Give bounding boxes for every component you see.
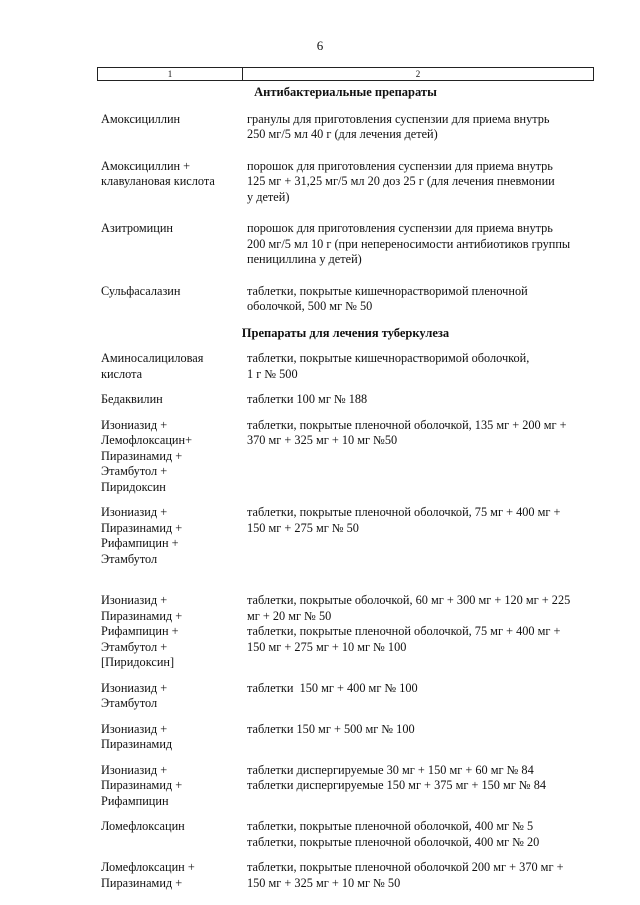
- drug-form-line: 150 мг + 275 мг № 50: [247, 520, 359, 535]
- drug-name-line: Изониазид +: [101, 417, 168, 432]
- drug-row: [97, 593, 594, 671]
- drug-form: [247, 284, 594, 315]
- drug-name-line: Аминосалициловая: [101, 351, 204, 365]
- drug-name: [97, 159, 247, 206]
- drug-form-line: порошок для приготовления суспензии для приема внутрь: [247, 158, 553, 173]
- drug-name-line: [Пиридоксин]: [101, 655, 175, 669]
- drug-form: [247, 221, 594, 268]
- drug-form-line: таблетки 150 мг + 400 мг № 100: [247, 680, 418, 695]
- drug-name-line: Ломефлоксацин: [101, 819, 185, 833]
- drug-name-line: Пиразинамид +: [101, 608, 183, 623]
- drug-name-line: Пиразинамид +: [101, 875, 183, 890]
- drug-form-line: таблетки, покрытые кишечнорастворимой пленочной: [247, 283, 528, 298]
- drug-name-line: Азитромицин: [101, 221, 174, 235]
- section-title: Препараты для лечения туберкулеза: [241, 325, 450, 340]
- drug-row: [97, 351, 594, 382]
- drug-name: [97, 763, 247, 810]
- drug-name-line: клавулановая кислота: [101, 174, 215, 188]
- drug-form-line: 200 мг/5 мл 10 г (при непереносимости антибиотиков группы: [247, 236, 571, 251]
- drug-form-line: таблетки, покрытые пленочной оболочкой, 400 мг № 5: [247, 819, 534, 833]
- drug-form: [247, 505, 594, 567]
- drug-name-line: Лемофлоксацин+: [101, 433, 193, 447]
- drug-name: [97, 221, 247, 268]
- drug-name-line: Пиразинамид +: [101, 778, 183, 792]
- drug-form: [247, 819, 594, 850]
- drug-name: [97, 593, 247, 671]
- drug-name: [97, 284, 247, 315]
- drug-row: [97, 112, 594, 143]
- drug-form-line: мг + 20 мг № 50: [247, 608, 332, 623]
- drug-form-line: таблетки, покрытые пленочной оболочкой 200 мг + 370 мг +: [247, 860, 564, 874]
- drug-form-line: таблетки 150 мг + 500 мг № 100: [247, 721, 415, 736]
- drug-form: [247, 860, 594, 891]
- drug-name-line: Сульфасалазин: [101, 283, 181, 298]
- drug-row: [97, 418, 594, 496]
- drug-name: [97, 722, 247, 753]
- drug-form-line: 1 г № 500: [247, 366, 298, 381]
- drug-name: [97, 681, 247, 712]
- drug-form: [247, 392, 594, 408]
- drug-form-line: 125 мг + 31,25 мг/5 мл 20 доз 25 г (для лечения пневмонии: [247, 174, 555, 188]
- drug-name-line: Этамбутол: [101, 696, 158, 710]
- drug-row: [97, 159, 594, 206]
- drug-name-line: Изониазид +: [101, 505, 168, 519]
- drug-name-line: Амоксициллин +: [101, 158, 191, 173]
- drug-form: [247, 351, 594, 382]
- drug-form: [247, 159, 594, 206]
- drug-form-line: таблетки диспергируемые 30 мг + 150 мг + 60 мг № 84: [247, 762, 534, 777]
- drug-form-line: таблетки, покрытые оболочкой, 60 мг + 300 мг + 120 мг + 225: [247, 593, 571, 607]
- drug-form-line: таблетки диспергируемые 150 мг + 375 мг + 150 мг № 84: [247, 778, 547, 792]
- column-number-1: 1: [98, 68, 243, 80]
- drug-form: [247, 593, 594, 671]
- column-number-2: 2: [415, 69, 421, 79]
- drug-form-line: пенициллина у детей): [247, 252, 362, 266]
- drug-form-line: таблетки, покрытые пленочной оболочкой, 400 мг № 20: [247, 834, 540, 849]
- drug-name-line: Рифампицин +: [101, 536, 179, 550]
- drug-name-line: кислота: [101, 366, 143, 381]
- drug-name-line: Пиридоксин: [101, 479, 166, 494]
- drug-name-line: Изониазид +: [101, 762, 168, 777]
- drug-form-line: у детей): [247, 189, 290, 204]
- drug-name-line: Пиразинамид +: [101, 448, 183, 463]
- drug-name-line: Этамбутол +: [101, 464, 168, 478]
- drug-name-line: Ломефлоксацин +: [101, 860, 195, 874]
- drug-name-line: Бедаквилин: [101, 392, 163, 406]
- drug-form-line: оболочкой, 500 мг № 50: [247, 299, 373, 313]
- drug-name: [97, 505, 247, 567]
- drug-row: [97, 505, 594, 567]
- drug-name-line: Этамбутол +: [101, 639, 168, 654]
- drug-name: [97, 112, 247, 143]
- drug-name: [97, 392, 247, 408]
- drug-form-line: таблетки 100 мг № 188: [247, 392, 368, 406]
- drug-form-line: таблетки, покрытые пленочной оболочкой, 135 мг + 200 мг +: [247, 417, 567, 432]
- drug-row: [97, 763, 594, 810]
- drug-form-line: гранулы для приготовления суспензии для приема внутрь: [247, 111, 550, 126]
- drug-row: [97, 722, 594, 753]
- drug-name: [97, 860, 247, 891]
- drug-row: [97, 284, 594, 315]
- drug-form-line: порошок для приготовления суспензии для приема внутрь: [247, 221, 553, 235]
- page-number: 6: [316, 38, 324, 53]
- drug-name-line: Изониазид +: [101, 593, 168, 607]
- drug-form-line: таблетки, покрытые пленочной оболочкой, 75 мг + 400 мг +: [247, 505, 561, 519]
- drug-name-line: Пиразинамид: [101, 737, 173, 751]
- drug-name-line: Рифампицин +: [101, 624, 179, 638]
- drug-row: [97, 681, 594, 712]
- drug-name: [97, 418, 247, 496]
- drug-form: [247, 112, 594, 143]
- drug-row: [97, 392, 594, 408]
- drug-form-line: 250 мг/5 мл 40 г (для лечения детей): [247, 127, 438, 141]
- drug-row: [97, 819, 594, 850]
- drug-row: [97, 860, 594, 891]
- drug-form: [247, 763, 594, 810]
- section-title: Антибактериальные препараты: [254, 85, 437, 99]
- drug-name: [97, 351, 247, 382]
- drug-form-line: таблетки, покрытые кишечнорастворимой оболочкой,: [247, 351, 530, 365]
- drug-name-line: Этамбутол: [101, 551, 158, 566]
- drug-list: [97, 81, 594, 891]
- drug-row: [97, 221, 594, 268]
- drug-name-line: Изониазид +: [101, 721, 168, 736]
- drug-name: [97, 819, 247, 850]
- drug-form-line: 150 мг + 275 мг + 10 мг № 100: [247, 639, 407, 654]
- drug-form-line: таблетки, покрытые пленочной оболочкой, 75 мг + 400 мг +: [247, 624, 561, 638]
- drug-form: [247, 418, 594, 496]
- drug-name-line: Пиразинамид +: [101, 520, 183, 535]
- drug-form-line: 150 мг + 325 мг + 10 мг № 50: [247, 875, 401, 890]
- drug-form: [247, 681, 594, 712]
- drug-name-line: Амоксициллин: [101, 111, 181, 126]
- drug-form: [247, 722, 594, 753]
- drug-form-line: 370 мг + 325 мг + 10 мг №50: [247, 433, 398, 447]
- table-column-header: [97, 67, 594, 81]
- drug-name-line: Рифампицин: [101, 793, 169, 808]
- drug-name-line: Изониазид +: [101, 680, 168, 695]
